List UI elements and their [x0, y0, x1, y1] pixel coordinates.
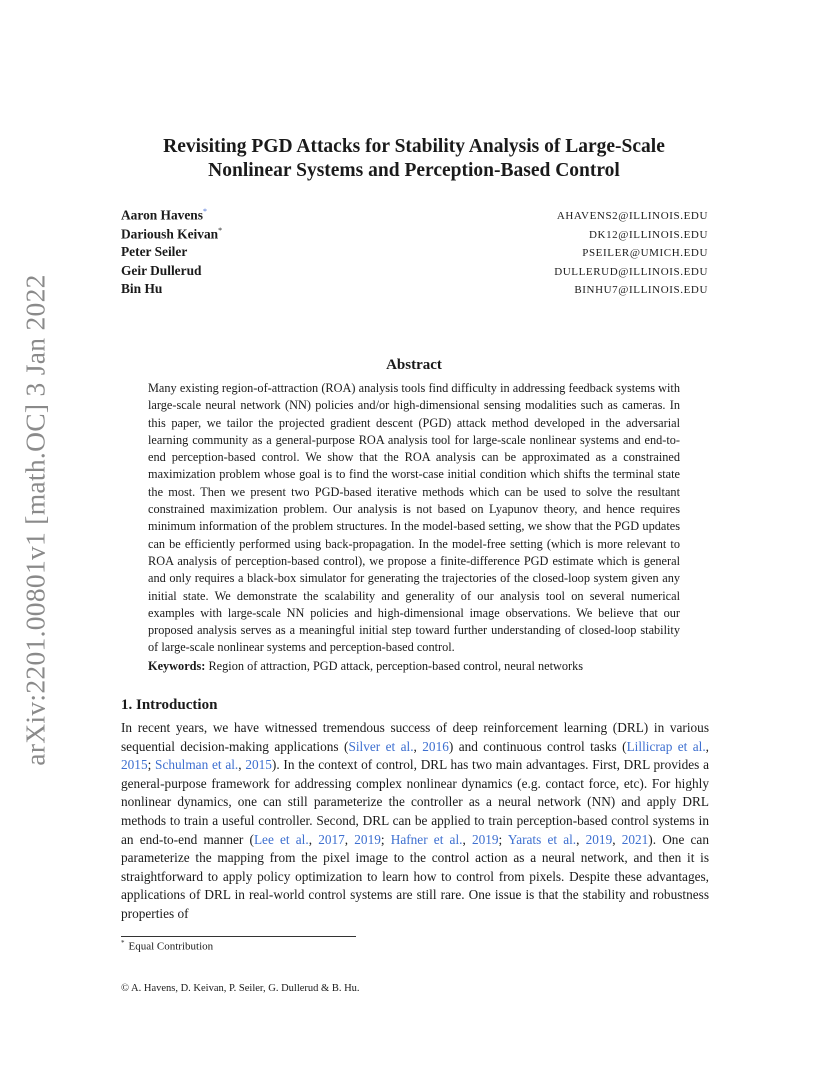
arxiv-identifier-stamp: [14, 274, 58, 766]
abstract-text: Many existing region-of-attraction (ROA) analysis tools find difficulty in addressing feedback systems with large-scale neural network (NN) policies and/or high-dimensional sensing modalities such as cameras. In this paper, we tailor the projected gradient descent (PGD) attack method developed in the adversarial learning community as a general-purpose ROA analysis tool for large-scale nonlinear systems and end-to-end perception-based control. We show that the ROA analysis can be approximated as a constrained maximization problem whose goal is to find the worst-case initial condition which shifts the terminal state the most. Then we present two PGD-based iterative methods which can be used to solve the resultant constrained maximization problem. Our analysis is not based on Lyapunov theory, and hence requires minimum information of the problem structures. In the model-based setting, we show that the PGD updates can be efficiently performed using back-propagation. In the model-free setting (which is more relevant to ROA analysis of perception-based control), we propose a finite-difference PGD estimate which is general and only requires a black-box simulator for generating the trajectories of the closed-loop system given any initial state. We demonstrate the scalability and generality of our analysis tool on several numerical examples with large-scale NN policies and high-dimensional image observations. We believe that our proposed analysis serves as a meaningful initial step toward further understanding of closed-loop stability of large-scale nonlinear systems and perception-based control.: [148, 381, 680, 655]
title-line-1: Revisiting PGD Attacks for Stability Analysis of Large-Scale: [163, 136, 665, 157]
author-row: [121, 244, 708, 263]
author-list: [121, 207, 708, 300]
keywords-line: [148, 658, 680, 675]
author-name: Geir Dullerud: [121, 262, 202, 278]
paragraph-text: ,: [413, 738, 423, 754]
copyright-notice: © A. Havens, D. Keivan, P. Seiler, G. Dullerud & B. Hu.: [121, 983, 360, 994]
author-row: [121, 281, 708, 300]
arxiv-stamp-text: arXiv:2201.00801v1 [math.OC] 3 Jan 2022: [20, 274, 51, 766]
citation-link[interactable]: 2017: [318, 831, 345, 847]
paragraph-text: ,: [238, 757, 246, 773]
citation-link[interactable]: Schulman et al.: [155, 757, 239, 773]
abstract-heading: Abstract: [386, 357, 442, 373]
title-line-2: Nonlinear Systems and Perception-Based Control: [208, 160, 620, 181]
paragraph-text: In recent years, we have witnessed tremendous success of deep reinforcement learning (DRL) in various sequential decision-making applications (: [121, 720, 709, 754]
paragraph-text: ;: [147, 757, 156, 773]
abstract-body: [148, 380, 680, 675]
paragraph-text: ,: [344, 831, 355, 847]
author-row: [121, 207, 708, 226]
citation-link[interactable]: Hafner et al.: [390, 831, 463, 847]
footnote-mark: *: [121, 939, 125, 947]
author-row: [121, 226, 708, 245]
author-email: BINHU7@ILLINOIS.EDU: [574, 284, 708, 296]
author-name: Peter Seiler: [121, 244, 188, 259]
citation-link[interactable]: 2015: [121, 757, 148, 773]
paragraph-text: ). In the context of control, DRL has two main advantages. First, DRL provides a general-purpose framework for addressing complex nonlinear dynamics (e.g. contact force, etc). For highly nonlinear dynamics, one can still parameterize the controller as a neural network (NN) and apply DRL methods to train a useful controller. Second, DRL can be applied to train perception-based control systems in an end-to-end manner (: [121, 757, 709, 847]
citation-link[interactable]: 2019: [354, 831, 381, 847]
equal-contribution-mark[interactable]: *: [202, 207, 207, 216]
paragraph-text: ). One can parameterize the mapping from the pixel image to the control action as a neural network, and then it is straightforward to apply policy optimization to learn how to control from pixels. Despite these advantages, applications of DRL in real-world control systems are still rare. One issue is that the stability and robustness properties of: [121, 831, 709, 921]
author-email: PSEILER@UMICH.EDU: [582, 247, 708, 259]
equal-contribution-mark[interactable]: *: [218, 225, 223, 235]
keywords-text: Region of attraction, PGD attack, perception-based control, neural networks: [208, 658, 584, 673]
paragraph-text: ,: [705, 738, 709, 754]
footnote-text: Equal Contribution: [128, 940, 214, 953]
footnote-divider: [121, 936, 356, 937]
section-heading-introduction: 1. Introduction: [121, 697, 218, 713]
keywords-label: Keywords:: [148, 658, 206, 673]
paragraph-text: ) and continuous control tasks (: [448, 738, 627, 754]
footnote: [121, 939, 213, 953]
paragraph-text: ,: [308, 831, 319, 847]
paragraph-text: ,: [462, 831, 472, 847]
paragraph-text: ;: [498, 831, 508, 847]
author-name: Darioush Keivan*: [121, 225, 223, 241]
citation-link[interactable]: 2015: [245, 757, 272, 773]
introduction-paragraph: [121, 719, 709, 924]
author-email: DULLERUD@ILLINOIS.EDU: [554, 265, 708, 278]
author-row: [121, 263, 708, 282]
paragraph-text: ,: [576, 831, 586, 847]
author-name: Aaron Havens*: [121, 207, 207, 223]
paragraph-text: ;: [380, 831, 391, 847]
citation-link[interactable]: Lillicrap et al.: [626, 738, 706, 754]
paragraph-text: ,: [612, 831, 622, 847]
citation-link[interactable]: Yarats et al.: [507, 831, 577, 847]
citation-link[interactable]: 2021: [621, 831, 649, 847]
author-email: DK12@ILLINOIS.EDU: [588, 228, 708, 241]
author-name: Bin Hu: [121, 281, 163, 296]
citation-link[interactable]: Lee et al.: [253, 831, 309, 847]
citation-link[interactable]: 2019: [585, 831, 613, 847]
citation-link[interactable]: 2016: [422, 738, 449, 754]
citation-link[interactable]: 2019: [471, 831, 499, 847]
author-email: AHAVENS2@ILLINOIS.EDU: [556, 210, 708, 223]
citation-link[interactable]: Silver et al.: [348, 738, 414, 754]
paper-title: [100, 135, 728, 183]
